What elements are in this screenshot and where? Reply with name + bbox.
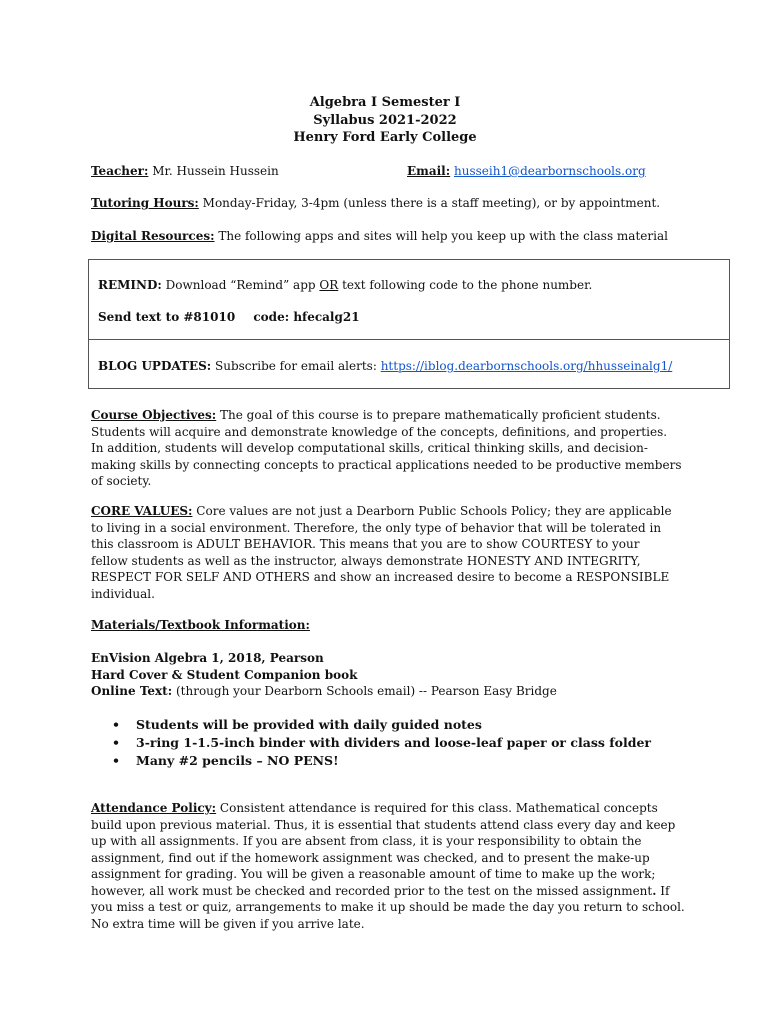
remind-text-a: Download “Remind” app (161, 278, 320, 292)
title-line-2: Syllabus 2021-2022 (313, 112, 457, 128)
attendance-line: Consistent attendance is required for this class. Mathematical concepts (216, 801, 658, 815)
digital-resources-row (91, 228, 691, 245)
objectives-label: Course Objectives: (91, 408, 217, 422)
blog-line (98, 358, 672, 375)
core-values-line: RESPECT FOR SELF AND OTHERS and show an increased desire to become a RESPONSIBLE (91, 570, 670, 584)
attendance-line: however, all work must be checked and recorded prior to the test on the missed assignment (91, 883, 653, 898)
digital-resources-label: Digital Resources: (91, 229, 215, 243)
remind-text-b: text following code to the phone number. (338, 278, 593, 292)
teacher-label: Teacher: (91, 164, 149, 178)
materials-label: Materials/Textbook Information: (91, 618, 310, 632)
resources-box (88, 259, 730, 389)
email-row (407, 163, 707, 180)
objectives-line: Students will acquire and demonstrate knowledge of the concepts, definitions, and properties. (91, 424, 668, 439)
teacher-name: Mr. Hussein Hussein (148, 164, 279, 178)
attendance-line: build upon previous material. Thus, it is essential that students attend class every day and keep (91, 817, 676, 832)
title-line-1: Algebra I Semester I (309, 95, 461, 110)
list-item: • 3-ring 1-1.5-inch binder with dividers and loose-leaf paper or class folder (112, 734, 651, 752)
objectives-line: In addition, students will develop computational skills, critical thinking skills, and decision- (91, 441, 648, 455)
remind-code: code: hfecalg21 (253, 310, 360, 324)
materials-list (112, 716, 651, 770)
attendance-line: If (656, 883, 670, 898)
box-divider (89, 339, 729, 340)
remind-or: OR (319, 278, 339, 292)
core-values-line: Core values are not just a Dearborn Public Schools Policy; they are applicable (192, 504, 672, 518)
remind-send-text: Send text to #81010 (98, 310, 236, 324)
textbook-cover: Hard Cover & Student Companion book (91, 667, 358, 682)
attendance-line: No extra time will be given if you arrive late. (91, 916, 365, 931)
email-label: Email: (407, 164, 451, 178)
remind-code-line (98, 309, 360, 326)
remind-label: REMIND: (98, 278, 162, 292)
attendance-period: . (652, 883, 657, 898)
blog-text: Subscribe for email alerts: (211, 359, 381, 373)
blog-link[interactable]: https://iblog.dearbornschools.org/hhusseinalg1/ (380, 359, 673, 373)
textbook-title: EnVision Algebra 1, 2018, Pearson (91, 651, 324, 665)
course-objectives (91, 407, 691, 490)
attendance-line: you miss a test or quiz, arrangements to make it up should be made the day you return to school. (91, 900, 685, 914)
objectives-line: The goal of this course is to prepare mathematically proficient students. (216, 408, 661, 422)
materials-heading (91, 617, 691, 634)
core-values-line: individual. (91, 586, 155, 601)
tutoring-row (91, 195, 691, 212)
core-values-label: CORE VALUES: (91, 504, 193, 518)
core-values-line: to living in a social environment. Therefore, the only type of behavior that will be tolerated in (91, 520, 662, 535)
attendance-line: assignment, find out if the homework assignment was checked, and to present the make-up (91, 850, 650, 865)
email-link[interactable]: husseih1@dearbornschools.org (454, 164, 646, 178)
tutoring-label: Tutoring Hours: (91, 196, 199, 210)
core-values-line: fellow students as well as the instructor, always demonstrate HONESTY AND INTEGRITY, (91, 553, 641, 568)
document-title (0, 94, 770, 147)
list-item: • Students will be provided with daily guided notes (112, 716, 651, 734)
title-line-3: Henry Ford Early College (293, 130, 477, 145)
attendance-line: up with all assignments. If you are absent from class, it is your responsibility to obtain the (91, 834, 642, 848)
online-text-value: (through your Dearborn Schools email) -- Pearson Easy Bridge (172, 684, 557, 698)
online-text-label: Online Text: (91, 684, 173, 698)
attendance-line: assignment for grading. You will be given a reasonable amount of time to make up the work; (91, 867, 656, 881)
blog-label: BLOG UPDATES: (98, 359, 212, 373)
tutoring-text: Monday-Friday, 3-4pm (unless there is a staff meeting), or by appointment. (198, 196, 661, 210)
core-values (91, 503, 691, 602)
attendance-label: Attendance Policy: (91, 801, 217, 815)
textbook-info (91, 650, 691, 700)
attendance-policy (91, 800, 691, 932)
remind-line (98, 277, 592, 294)
core-values-line: this classroom is ADULT BEHAVIOR. This means that you are to show COURTESY to your (91, 537, 640, 551)
objectives-line: making skills by connecting concepts to practical applications needed to be productive members (91, 457, 682, 472)
objectives-line: of society. (91, 474, 152, 488)
digital-resources-text: The following apps and sites will help you keep up with the class material (214, 229, 668, 243)
list-item: • Many #2 pencils – NO PENS! (112, 752, 651, 770)
